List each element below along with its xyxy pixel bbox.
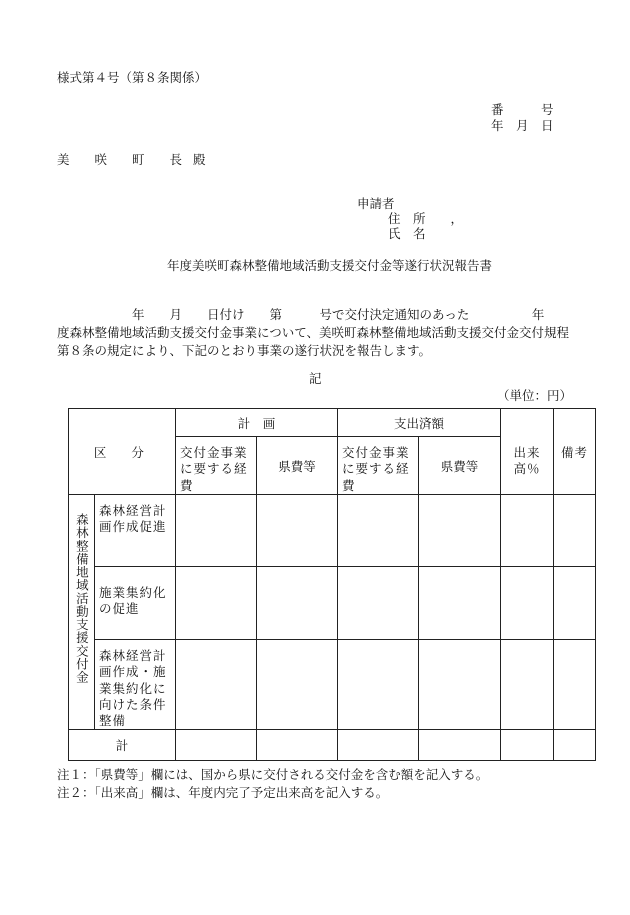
cell-empty [501,730,554,761]
body-paragraph [57,306,577,360]
cell-empty [419,495,501,567]
cell-empty [338,730,419,761]
cell-empty [419,640,501,730]
cell-empty [257,495,338,567]
cell-empty [419,567,501,640]
notes-text: 備考 [561,445,589,460]
kubun-text: 区 分 [93,444,151,460]
notes-header [554,409,596,495]
total-label: 計 [69,730,176,761]
cell-empty [338,567,419,640]
spent-pref-header: 県費等 [419,437,501,495]
cell-empty [176,730,257,761]
cell-empty [257,567,338,640]
body-line-1: 年 月 日付け 第 号で交付決定通知のあった 年 [57,307,545,322]
row-label: 森林経営計画作成促進 [95,495,176,567]
notes [57,766,488,802]
progress-header [501,409,554,495]
body-line-2: 度森林整備地域活動支援交付金事業について、美咲町森林整備地域活動支援交付金交付規程第８条の規定により、下記のとおり事業の遂行状況を報告します。 [57,325,570,359]
spent-text: 支出済額 [394,415,445,431]
cell-empty [176,567,257,640]
cell-empty [554,495,596,567]
spent-header [338,409,501,437]
cell-empty [257,640,338,730]
addressee: 美 咲 町 長 [57,152,189,167]
number-line: 番 号 [491,102,554,117]
cell-empty [338,495,419,567]
cell-empty [554,567,596,640]
kubun-header [69,409,176,495]
group-label-cell [69,495,95,730]
cell-empty [554,640,596,730]
date-line: 年 月 日 [491,118,554,133]
doc-title: 年度美咲町森林整備地域活動支援交付金等遂行状況報告書 [167,258,493,273]
applicant-label: 申請者 [357,196,395,211]
name-label: 氏 名 [388,226,426,241]
report-table [68,408,596,761]
unit-label: （単位：円） [497,388,573,403]
plan-cost-header: 交付金事業に要する経費 [176,437,257,495]
cell-empty [176,495,257,567]
cell-empty [338,640,419,730]
form-label: 様式第４号（第８条関係） [57,70,208,85]
note-1: 注１：「県費等」欄には、国から県に交付される交付金を含む額を記入する。 [57,767,489,782]
honorific: 殿 [193,152,206,167]
address-label: 住 所 ， [388,211,464,226]
group-label: 森林整備地域活動支援交付金 [74,513,90,684]
plan-text: 計 画 [237,415,276,431]
cell-empty [419,730,501,761]
note-2: 注２：「出来高」欄は、年度内完了予定出来高を記入する。 [57,785,389,801]
cell-empty [501,567,554,640]
ki-label: 記 [309,371,322,386]
spent-cost-header: 交付金事業に要する経費 [338,437,419,495]
cell-empty [501,495,554,567]
row-label: 施業集約化の促進 [95,567,176,640]
progress-text: 出来高％ [513,445,541,477]
row-label: 森林経営計画作成・施業集約化に向けた条件整備 [95,640,176,730]
plan-pref-header: 県費等 [257,437,338,495]
cell-empty [501,640,554,730]
cell-empty [554,730,596,761]
cell-empty [257,730,338,761]
plan-header [176,409,338,437]
cell-empty [176,640,257,730]
